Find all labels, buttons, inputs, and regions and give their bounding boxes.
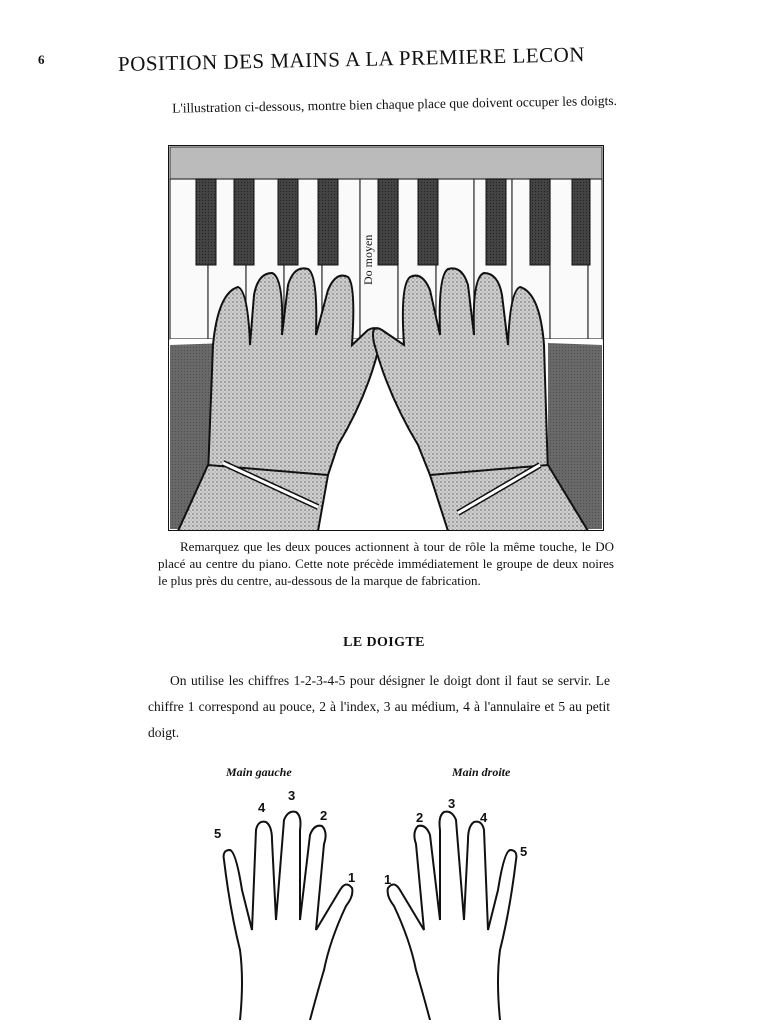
do-moyen-label: Do moyen <box>361 234 375 285</box>
left-finger-5: 5 <box>214 826 222 841</box>
page-title: POSITION DES MAINS A LA PREMIERE LECON <box>117 42 586 76</box>
left-finger-2: 2 <box>320 808 328 823</box>
intro-paragraph: L'illustration ci-dessous, montre bien chaque place que doivent occuper les doigts. <box>172 92 618 116</box>
section-title: LE DOIGTE <box>343 635 425 650</box>
illustration-caption: Remarquez que les deux pouces actionnent à tour de rôle la même touche, le DO placé au centre du piano. Cette note précède immédiatement le groupe de deux noires le plus près du centre, au-dessous de la marque de fabrication. <box>158 539 614 588</box>
left-finger-1: 1 <box>348 870 356 885</box>
right-hand-label: Main droite <box>452 765 511 779</box>
page-number: 6 <box>38 52 45 67</box>
left-finger-4: 4 <box>258 800 266 815</box>
right-finger-1: 1 <box>384 872 392 887</box>
fingering-paragraph: On utilise les chiffres 1-2-3-4-5 pour désigner le doigt dont il faut se servir. Le chiffre 1 correspond au pouce, 2 à l'index, 3 au médium, 4 à l'annulaire et 5 au petit doigt. <box>148 673 610 740</box>
right-finger-4: 4 <box>480 810 488 825</box>
right-finger-3: 3 <box>448 796 456 811</box>
left-hand-outline <box>224 812 356 1020</box>
finger-numbering-diagram <box>200 780 560 1020</box>
right-finger-2: 2 <box>416 810 424 825</box>
piano-rail <box>170 147 602 179</box>
right-hand-outline <box>388 812 517 1020</box>
right-finger-5: 5 <box>520 844 528 859</box>
left-finger-3: 3 <box>288 788 296 803</box>
left-hand-label: Main gauche <box>226 765 292 779</box>
piano-hands-illustration <box>168 145 604 531</box>
